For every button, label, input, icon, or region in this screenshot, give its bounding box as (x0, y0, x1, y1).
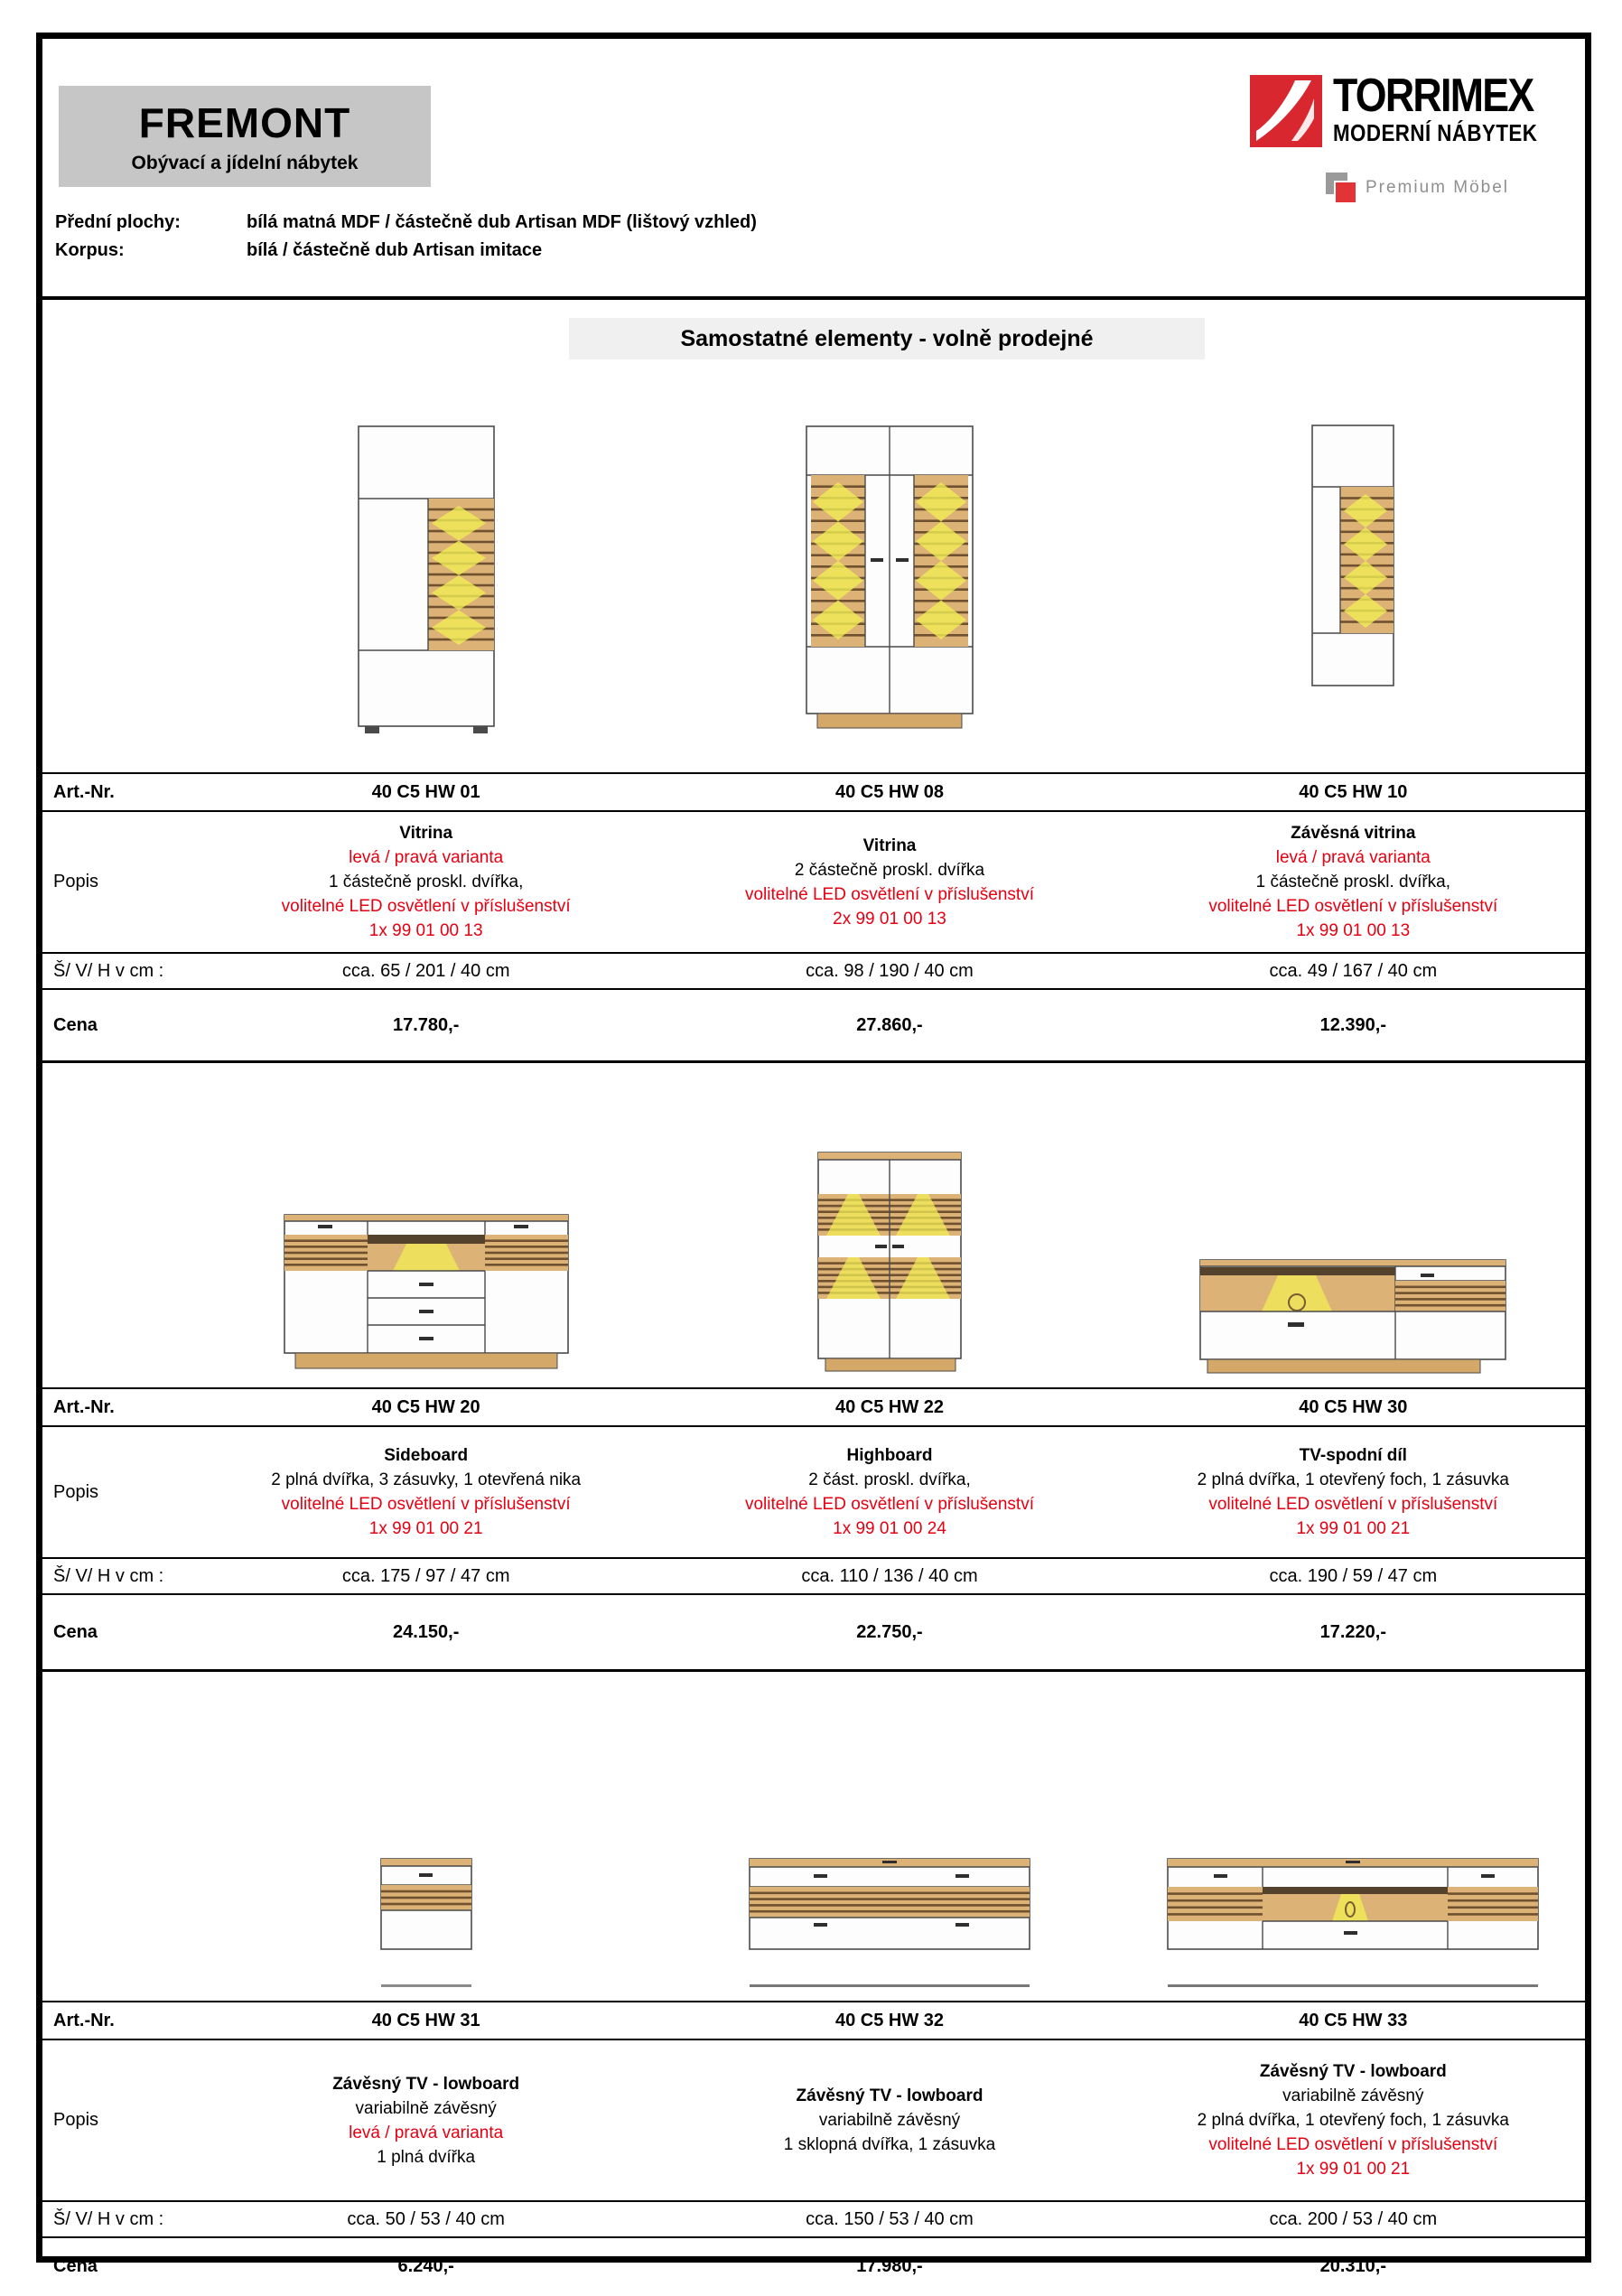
brand-tagline: MODERNÍ NÁBYTEK (1332, 118, 1538, 146)
price-value: 17.980,- (856, 2255, 923, 2276)
cena-row (42, 990, 1585, 1063)
description-line: volitelné LED osvětlení v příslušenství (744, 1495, 1034, 1514)
artnr-value: 40 C5 HW 08 (834, 781, 945, 802)
description-line: variabilně závěsný (1282, 2086, 1424, 2105)
premium-moebel-logo (1326, 173, 1509, 203)
figure-row (42, 1063, 1585, 1387)
price-value: 17.220,- (1319, 1621, 1387, 1642)
artnr-value: 40 C5 HW 31 (371, 2010, 480, 2030)
product-description (657, 2040, 1121, 2200)
description-line: 1x 99 01 00 13 (1296, 921, 1411, 940)
artnr-value: 40 C5 HW 32 (834, 2010, 945, 2030)
dimensions-value: cca. 200 / 53 / 40 cm (1269, 2208, 1438, 2229)
description-line: 2 plná dvířka, 1 otevřený foch, 1 zásuvka (1197, 2111, 1509, 2130)
spec-korpus (55, 237, 757, 265)
product-description (657, 1427, 1121, 1557)
premium-moebel-icon (1326, 173, 1356, 203)
description-line: 1 částečně proskl. dvířka, (1255, 873, 1451, 891)
description-line: Vitrina (862, 835, 917, 855)
description-line: variabilně závěsný (818, 2111, 961, 2130)
spec-front-label: Přední plochy: (55, 212, 181, 232)
description-line: 1 plná dvířka (377, 2147, 476, 2167)
dims-row-label: Š/ V/ H v cm : (53, 2208, 164, 2229)
figure-row (42, 1672, 1585, 2001)
description-line: 1x 99 01 00 24 (833, 1519, 946, 1538)
section-title: Samostatné elementy - volně prodejné (680, 325, 1094, 351)
popis-row (42, 1427, 1585, 1557)
description-line: volitelné LED osvětlení v příslušenství (1208, 1495, 1498, 1514)
popis-row-label: Popis (53, 2110, 99, 2130)
spec-front (55, 209, 757, 237)
figure-row-label-spacer (42, 379, 194, 772)
description-line: TV-spodní díl (1299, 1446, 1407, 1465)
description-line: Sideboard (384, 1446, 469, 1465)
description-line: 2x 99 01 00 13 (833, 909, 946, 929)
series-title: FREMONT (138, 99, 351, 146)
artnr-row-label: Art.-Nr. (53, 2010, 115, 2030)
description-line: 1 částečně proskl. dvířka, (328, 873, 524, 891)
description-line: 1x 99 01 00 21 (368, 1519, 483, 1538)
cena-row (42, 1595, 1585, 1672)
artnr-value: 40 C5 HW 33 (1299, 2010, 1408, 2030)
dims-row (42, 1557, 1585, 1595)
product-blocks (42, 379, 1585, 2294)
description-line: 2 plná dvířka, 1 otevřený foch, 1 zásuvka (1197, 1470, 1509, 1489)
dimensions-value: cca. 175 / 97 / 47 cm (341, 1565, 510, 1586)
popis-row (42, 812, 1585, 952)
torrimex-logo-icon (1250, 75, 1322, 152)
description-line: 1 sklopná dvířka, 1 zásuvka (783, 2135, 996, 2154)
price-value: 24.150,- (392, 1621, 460, 1642)
artnr-value: 40 C5 HW 22 (834, 1396, 945, 1417)
price-value: 20.310,- (1319, 2255, 1387, 2276)
artnr-value: 40 C5 HW 01 (371, 781, 480, 802)
dimensions-value: cca. 50 / 53 / 40 cm (347, 2208, 505, 2229)
description-line: levá / pravá varianta (349, 848, 504, 867)
price-value: 12.390,- (1319, 1014, 1387, 1035)
product-block-1 (42, 379, 1585, 1063)
product-description (194, 2040, 657, 2200)
material-specs (55, 209, 757, 265)
popis-row-label: Popis (53, 1481, 99, 1502)
dimensions-value: cca. 150 / 53 / 40 cm (806, 2208, 974, 2229)
price-value: 6.240,- (397, 2255, 454, 2276)
product-description (1122, 812, 1585, 952)
description-line: 2 část. proskl. dvířka, (808, 1470, 971, 1489)
product-description (657, 812, 1121, 952)
vitrina-tall-1door-figure (194, 379, 657, 772)
artnr-value: 40 C5 HW 10 (1299, 781, 1408, 802)
figure-row-label-spacer (42, 1063, 194, 1387)
description-line: 2 plná dvířka, 3 zásuvky, 1 otevřená nika (271, 1470, 582, 1489)
cena-row (42, 2238, 1585, 2294)
description-line: 1x 99 01 00 13 (368, 921, 483, 940)
cena-row-label: Cena (53, 1621, 98, 1642)
price-value: 17.780,- (392, 1014, 460, 1035)
description-line: volitelné LED osvětlení v příslušenství (281, 897, 571, 916)
description-line: Vitrina (399, 824, 453, 843)
artnr-row-label: Art.-Nr. (53, 781, 115, 802)
series-subtitle: Obývací a jídelní nábytek (131, 153, 359, 173)
description-line: volitelné LED osvětlení v příslušenství (281, 1495, 571, 1514)
artnr-row (42, 1387, 1585, 1427)
description-line: Závěsný TV - lowboard (796, 2086, 983, 2105)
product-block-2 (42, 1063, 1585, 1672)
tv-lowboard-small-figure (194, 1672, 657, 2001)
artnr-row (42, 2001, 1585, 2040)
vitrina-2door-figure (657, 379, 1121, 772)
artnr-value: 40 C5 HW 20 (371, 1396, 480, 1417)
description-line: Highboard (846, 1446, 933, 1465)
description-line: variabilně závěsný (355, 2098, 497, 2118)
product-description (1122, 2040, 1585, 2200)
description-line: levá / pravá varianta (349, 2123, 504, 2142)
price-value: 27.860,- (856, 1014, 923, 1035)
product-description (1122, 1427, 1585, 1557)
popis-row-label: Popis (53, 872, 99, 891)
dimensions-value: cca. 65 / 201 / 40 cm (341, 960, 510, 981)
header-divider (42, 296, 1585, 300)
dims-row (42, 952, 1585, 990)
vitrina-hanging-figure (1122, 379, 1585, 772)
tv-lowboard-medium-figure (657, 1672, 1121, 2001)
spec-korpus-label: Korpus: (55, 240, 125, 260)
description-line: 1x 99 01 00 21 (1296, 1519, 1411, 1538)
sideboard-figure (194, 1063, 657, 1387)
brand-text (1332, 70, 1538, 147)
description-line: levá / pravá varianta (1275, 848, 1431, 867)
description-line: 1x 99 01 00 21 (1296, 2160, 1411, 2179)
figure-row-label-spacer (42, 1672, 194, 2001)
brand-name: TORRIMEX (1332, 70, 1533, 122)
dims-row-label: Š/ V/ H v cm : (53, 960, 164, 981)
description-line: 2 částečně proskl. dvířka (794, 860, 985, 880)
page-border-frame (36, 33, 1591, 2276)
price-value: 22.750,- (856, 1621, 923, 1642)
highboard-figure (657, 1063, 1121, 1387)
artnr-row-label: Art.-Nr. (53, 1396, 115, 1417)
cena-row-label: Cena (53, 1014, 98, 1035)
description-line: Závěsný TV - lowboard (1259, 2062, 1447, 2081)
description-line: Závěsný TV - lowboard (332, 2074, 520, 2094)
section-title-bar (569, 318, 1205, 359)
dims-row (42, 2200, 1585, 2238)
description-line: Závěsná vitrina (1291, 824, 1416, 843)
product-description (194, 812, 657, 952)
dimensions-value: cca. 98 / 190 / 40 cm (806, 960, 974, 981)
description-line: volitelné LED osvětlení v příslušenství (1208, 897, 1498, 916)
description-line: volitelné LED osvětlení v příslušenství (1208, 2135, 1498, 2154)
figure-row (42, 379, 1585, 772)
spec-front-value: bílá matná MDF / částečně dub Artisan MDF (lištový vzhled) (247, 212, 757, 232)
spec-korpus-value: bílá / částečně dub Artisan imitace (247, 240, 543, 260)
premium-moebel-label: Premium Möbel (1365, 178, 1509, 197)
artnr-value: 40 C5 HW 30 (1299, 1396, 1408, 1417)
series-title-box (59, 86, 431, 187)
description-line: volitelné LED osvětlení v příslušenství (744, 884, 1034, 904)
product-description (194, 1427, 657, 1557)
dimensions-value: cca. 110 / 136 / 40 cm (801, 1565, 978, 1586)
dimensions-value: cca. 49 / 167 / 40 cm (1269, 960, 1438, 981)
brand-logo (1250, 70, 1571, 152)
artnr-row (42, 772, 1585, 812)
product-block-3 (42, 1672, 1585, 2294)
popis-row (42, 2040, 1585, 2200)
dimensions-value: cca. 190 / 59 / 47 cm (1269, 1565, 1438, 1586)
cena-row-label: Cena (53, 2255, 98, 2276)
tv-lowboard-large-figure (1122, 1672, 1585, 2001)
tv-base-figure (1122, 1063, 1585, 1387)
dims-row-label: Š/ V/ H v cm : (53, 1565, 164, 1586)
